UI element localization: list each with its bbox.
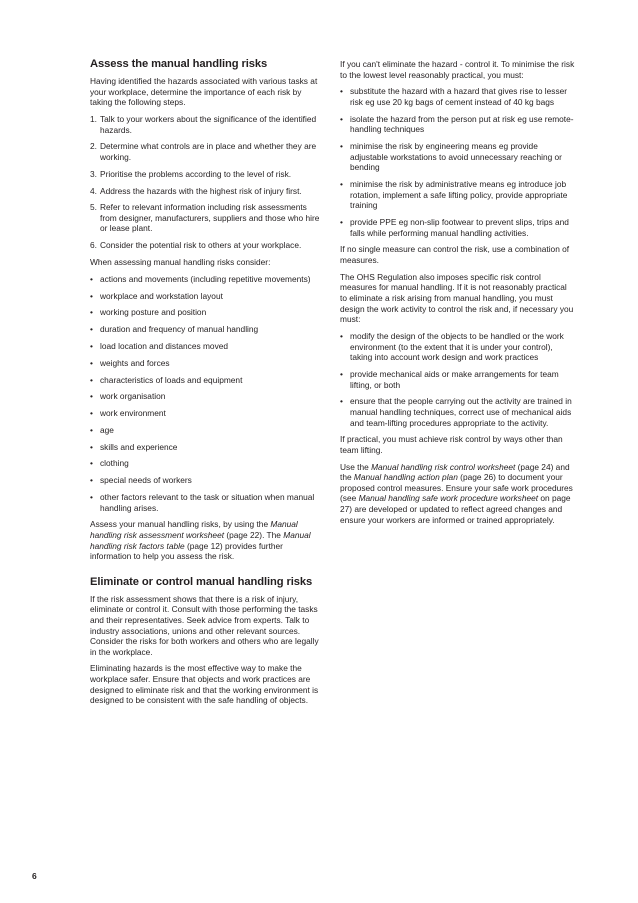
assess-text-3: (page 12) provides further information to help you assess the risk. xyxy=(90,540,283,562)
bullet-text: weights and forces xyxy=(100,357,170,368)
assess-intro: Having identified the hazards associated with various tasks at your workplace, determine the importance of each risk by taking the following steps. xyxy=(90,76,318,108)
step-number: 4. xyxy=(90,185,97,196)
step-number: 5. xyxy=(90,202,97,213)
step-text: Refer to relevant information including risk assessments from designer, manufacturers, suppliers and those who hire or lease plant. xyxy=(100,202,320,234)
step-number: 2. xyxy=(90,141,97,152)
bullet-icon: • xyxy=(340,368,343,379)
numbered-step xyxy=(90,240,324,251)
bullet-item xyxy=(90,291,324,302)
bullet-text: provide mechanical aids or make arrangements for team lifting, or both xyxy=(350,368,559,390)
bullet-text: modify the design of the objects to be handled or the work environment (to the extent that it is under your control), taking into account work design and work practices xyxy=(350,330,564,363)
step-text: Prioritise the problems according to the level of risk. xyxy=(100,168,292,179)
bullet-text: provide PPE eg non-slip footwear to prevent slips, trips and falls while performing manual handling activities. xyxy=(350,217,569,238)
bullet-icon: • xyxy=(340,396,343,407)
bullet-text: work environment xyxy=(100,408,166,419)
bullet-icon: • xyxy=(90,357,93,368)
bullet-icon: • xyxy=(90,290,93,301)
bullet-text: minimise the risk by engineering means eg provide adjustable workstations to avoid unnecessary reaching or bending xyxy=(350,141,562,173)
bullet-text: skills and experience xyxy=(100,441,178,452)
bullet-text: workplace and workstation layout xyxy=(100,290,223,301)
bullet-icon: • xyxy=(340,86,343,97)
bullet-item xyxy=(90,307,324,318)
risk-factors-table-ref: Manual handling risk factors table xyxy=(90,529,311,551)
bullet-text: actions and movements (including repetitive movements) xyxy=(100,273,311,284)
control-list xyxy=(340,86,576,238)
numbered-step xyxy=(90,186,324,197)
assess-steps-list xyxy=(90,114,324,251)
consider-list xyxy=(90,274,324,513)
bullet-icon: • xyxy=(340,141,343,152)
bullet-text: work organisation xyxy=(100,391,166,402)
bullet-icon: • xyxy=(90,391,93,402)
bullet-item xyxy=(90,475,324,486)
bullet-item xyxy=(90,458,324,469)
bullet-icon: • xyxy=(340,113,343,124)
bullet-item xyxy=(340,331,576,363)
consider-intro: When assessing manual handling risks consider: xyxy=(90,257,271,268)
step-text: Consider the potential risk to others at your workplace. xyxy=(100,240,302,251)
section-title-assess: Assess the manual handling risks xyxy=(90,58,268,70)
bullet-text: clothing xyxy=(100,458,129,469)
bullet-text: special needs of workers xyxy=(100,475,192,486)
bullet-item xyxy=(90,341,324,352)
bullet-text: ensure that the people carrying out the activity are trained in manual handling techniques, correct use of mechanical aids and team-lifting procedures appropriate to the activity. xyxy=(350,396,572,428)
bullet-text: load location and distances moved xyxy=(100,340,229,351)
bullet-icon: • xyxy=(90,408,93,419)
bullet-icon: • xyxy=(90,458,93,469)
bullet-icon: • xyxy=(90,441,93,452)
worksheet-text-3: (page 26) to document your proposed control measures. Ensure your safe work procedures (see xyxy=(340,472,573,504)
bullet-item xyxy=(90,442,324,453)
bullet-item xyxy=(340,369,576,390)
bullet-icon: • xyxy=(90,424,93,435)
bullet-item xyxy=(90,492,324,513)
bullet-item xyxy=(340,141,576,173)
bullet-item xyxy=(340,114,576,135)
worksheet-text-2: (page 24) and the xyxy=(340,461,570,483)
bullet-item xyxy=(90,425,324,436)
bullet-icon: • xyxy=(340,217,343,228)
worksheet-paragraph xyxy=(340,462,576,526)
bullet-icon: • xyxy=(90,475,93,486)
bullet-text: minimise the risk by administrative means eg introduce job rotation, implement a safe lifting policy, provide appropriate training xyxy=(350,179,568,211)
team-lifting-paragraph: If practical, you must achieve risk control by ways other than team lifting. xyxy=(340,434,563,455)
numbered-step xyxy=(90,114,324,135)
step-number: 1. xyxy=(90,113,97,124)
right-column xyxy=(340,59,576,531)
control-intro: If you can't eliminate the hazard - control it. To minimise the risk to the lowest level reasonably practical, you must: xyxy=(340,59,575,80)
bullet-text: other factors relevant to the task or situation when manual handling arises. xyxy=(100,491,315,513)
bullet-item xyxy=(340,396,576,428)
assess-worksheet-ref: Manual handling risk assessment worksheet xyxy=(90,519,298,540)
step-text: Determine what controls are in place and whether they are working. xyxy=(100,141,317,162)
section-title-eliminate: Eliminate or control manual handling risks xyxy=(90,575,313,588)
eliminate-paragraph-1: If the risk assessment shows that there is a risk of injury, eliminate or control it. Consult with those performing the tasks and their representatives. Seek advice from experts. Talk to industry associations, unions and other relevant sources. Consider the risks for both workers and others who are legally in the workplace. xyxy=(90,593,319,657)
step-text: Address the hazards with the highest risk of injury first. xyxy=(100,185,302,196)
eliminate-paragraph-2: Eliminating hazards is the most effective way to make the workplace safer. Ensure that objects and work practices are designed to eliminate risk and that the working environment is designed to be consistent with the safe handling of objects. xyxy=(90,663,319,706)
bullet-item xyxy=(90,274,324,285)
bullet-icon: • xyxy=(340,330,343,341)
bullet-item xyxy=(340,217,576,238)
page-number: 6 xyxy=(32,871,37,881)
step-text: Talk to your workers about the significance of the identified hazards. xyxy=(100,113,317,135)
bullet-icon: • xyxy=(90,491,93,502)
bullet-icon: • xyxy=(90,307,93,318)
bullet-item xyxy=(90,391,324,402)
assess-text-2: (page 22). The xyxy=(224,529,284,540)
bullet-icon: • xyxy=(90,374,93,385)
assess-text-1: Assess your manual handling risks, by using the xyxy=(90,519,271,530)
step-number: 3. xyxy=(90,168,97,179)
bullet-icon: • xyxy=(90,324,93,335)
bullet-item xyxy=(90,408,324,419)
bullet-item xyxy=(340,86,576,107)
step-number: 6. xyxy=(90,240,97,251)
bullet-icon: • xyxy=(90,340,93,351)
numbered-step xyxy=(90,141,324,162)
assess-worksheet-paragraph xyxy=(90,519,324,561)
bullet-item xyxy=(90,375,324,386)
bullet-icon: • xyxy=(90,273,93,284)
worksheet-text-1: Use the xyxy=(340,461,372,472)
combination-paragraph: If no single measure can control the risk, use a combination of measures. xyxy=(340,244,570,266)
bullet-icon: • xyxy=(340,179,343,190)
regulation-list xyxy=(340,331,576,428)
worksheet-text-4: on page 27) are developed or updated to reflect agreed changes and ensure your workers are informed or trained appropriately. xyxy=(340,493,571,525)
bullet-text: characteristics of loads and equipment xyxy=(100,374,243,385)
action-plan-ref: Manual handling action plan xyxy=(353,472,458,483)
bullet-text: isolate the hazard from the person put at risk eg use remote-handling techniques xyxy=(350,113,574,135)
bullet-item xyxy=(90,324,324,335)
safe-work-procedure-ref: Manual handling safe work procedure worksheet xyxy=(358,493,539,504)
bullet-text: working posture and position xyxy=(100,307,207,318)
numbered-step xyxy=(90,202,324,234)
bullet-item xyxy=(340,179,576,211)
regulation-paragraph: The OHS Regulation also imposes specific risk control measures for manual handling. If it is not reasonably practical to eliminate a risk arising from manual handling, you must design the work activity to control the risk and, if necessary you must: xyxy=(340,271,574,325)
left-column xyxy=(90,58,324,712)
bullet-text: age xyxy=(100,424,114,435)
numbered-step xyxy=(90,169,324,180)
bullet-text: substitute the hazard with a hazard that gives rise to lesser risk eg use 20 kg bags of cement instead of 40 kg bags xyxy=(350,86,568,107)
risk-control-worksheet-ref: Manual handling risk control worksheet xyxy=(371,461,516,472)
bullet-text: duration and frequency of manual handling xyxy=(100,324,259,335)
bullet-item xyxy=(90,358,324,369)
